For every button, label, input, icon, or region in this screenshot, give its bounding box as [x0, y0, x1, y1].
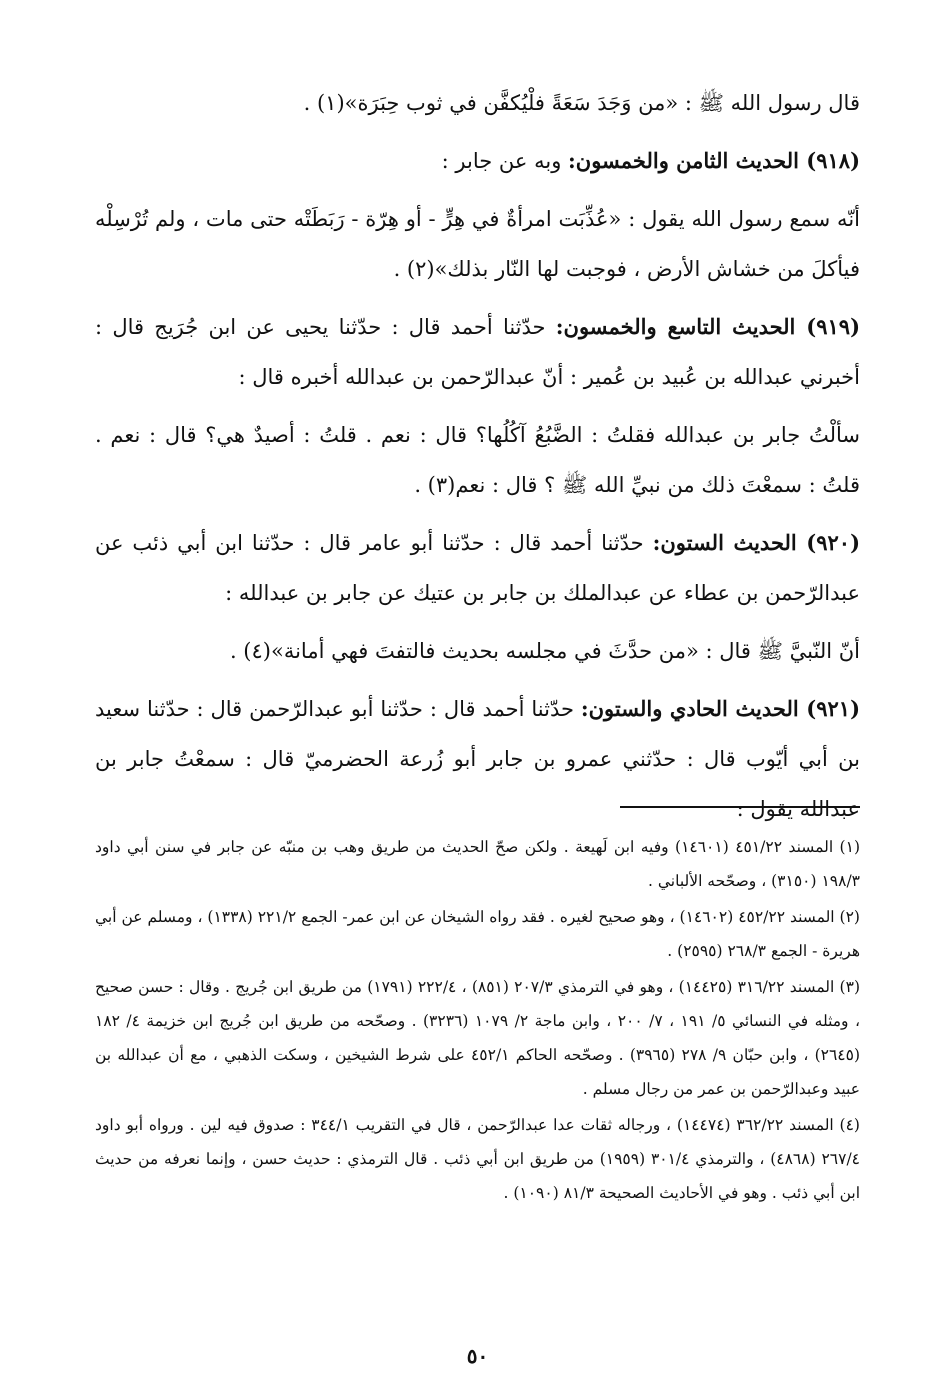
hadith-917-text: قال رسول الله ﷺ : «من وَجَدَ سَعَةً فلْيُكفَّن في ثوب حِبَرَة»(١) .	[303, 91, 860, 115]
page-number: ٥٠	[466, 1344, 489, 1368]
hadith-918-isnad: وبه عن جابر :	[441, 149, 569, 173]
hadith-920-isnad: حدّثنا أحمد قال : حدّثنا أبو عامر قال : حدّثنا ابن أبي ذئب عن عبدالرّحمن بن عطاء عن عبدالملك بن جابر بن عتيك عن جابر بن عبدالله :	[95, 531, 860, 605]
hadith-921-isnad: حدّثنا أحمد قال : حدّثنا أبو عبدالرّحمن قال : حدّثنا سعيد بن أبي أيّوب قال : حدّثني عمرو بن جابر أبو زُرعة الحضرميّ قال : سمعْتُ جابر بن عبدالله يقول :	[95, 697, 860, 821]
page	[95, 78, 860, 1368]
hadith-920-text: أنّ النّبيَّ ﷺ قال : «من حدَّثَ في مجلسه بحديث فالتفتَ فهي أمانة»(٤) .	[229, 639, 860, 663]
footnote-4: (٤) المسند ٣٦٢/٢٢ (١٤٤٧٤) ، ورجاله ثقات عدا عبدالرّحمن ، قال في التقريب ٣٤٤/١ : صدوق فيه لين . ورواه أبو داود ٢٦٧/٤ (٤٨٦٨) ، والترمذي ٣٠١/٤ (١٩٥٩) من طريق ابن أبي ذئب . قال الترمذي : حديث حسن ، وإنما نعرفه من حديث ابن أبي ذئب . وهو في الأحاديث الصحيحة ٨١/٣ (١٠٩٠) .	[95, 1116, 860, 1202]
footnote-divider	[620, 806, 860, 808]
hadith-918-text: أنّه سمع رسول الله يقول : «عُذِّبَت امرأةٌ في هِرٍّ - أو هِرّة - رَبَطَتْه حتى مات ، ولم تُرْسِلْه فيأكلَ من خشاش الأرض ، فوجبت لها النّار بذلك»(٢) .	[95, 207, 860, 281]
hadith-920-heading-line	[95, 518, 860, 618]
main-text	[95, 78, 860, 842]
footnote-3: (٣) المسند ٣١٦/٢٢ (١٤٤٢٥) ، وهو في الترمذي ٢٠٧/٣ (٨٥١) ، ٢٢٢/٤ (١٧٩١) من طريق ابن جُريج . وقال : حسن صحيح ، ومثله في النسائي ٥/ ١٩١ ، ٧/ ٢٠٠ ، وابن ماجة ٢/ ١٠٧٩ (٣٢٣٦) . وصحّحه من طريق ابن جُريج ابن خزيمة ٤/ ١٨٢ (٢٦٤٥) ، وابن حبّان ٩/ ٢٧٨ (٣٩٦٥) . وصحّحه الحاكم ٤٥٢/١ على شرط الشيخين ، وسكت الذهبي ، مع أن عبدالله بن عبيد وعبدالرّحمن بن عمر من رجال مسلم .	[95, 978, 860, 1098]
footnote-2: (٢) المسند ٤٥٢/٢٢ (١٤٦٠٢) ، وهو صحيح لغيره . فقد رواه الشيخان عن ابن عمر- الجمع ٢٢١/٢ (١٣٣٨) ، ومسلم عن أبي هريرة - الجمع ٢٦٨/٣ (٢٥٩٥) .	[95, 908, 860, 960]
hadith-918-heading: (٩١٨) الحديث الثامن والخمسون:	[568, 148, 860, 173]
hadith-919-text: سألْتُ جابر بن عبدالله فقلتُ : الضَّبُعُ آكُلُها؟ قال : نعم . قلتُ : أصيدٌ هي؟ قال : نعم . قلتُ : سمعْتَ ذلك من نبيِّ الله ﷺ ؟ قال : نعم(٣) .	[95, 423, 860, 497]
hadith-921-heading: (٩٢١) الحديث الحادي والستون:	[580, 696, 860, 721]
footnotes	[95, 830, 860, 1212]
hadith-920-heading: (٩٢٠) الحديث الستون:	[652, 530, 861, 555]
hadith-919-heading-line	[95, 302, 860, 402]
hadith-919-isnad: حدّثنا أحمد قال : حدّثنا يحيى عن ابن جُرَيج قال : أخبرني عبدالله بن عُبيد بن عُمير : أنّ عبدالرّحمن بن عبدالله أخبره قال :	[95, 315, 860, 389]
hadith-918-heading-line	[95, 136, 860, 186]
hadith-921-heading-line	[95, 684, 860, 834]
hadith-919-heading: (٩١٩) الحديث التاسع والخمسون:	[555, 314, 860, 339]
footnote-1: (١) المسند ٤٥١/٢٢ (١٤٦٠١) وفيه ابن لَهيعة . ولكن صحّ الحديث من طريق وهب بن منبّه عن جابر في سنن أبي داود ١٩٨/٣ (٣١٥٠) ، وصحّحه الألباني .	[95, 838, 860, 890]
